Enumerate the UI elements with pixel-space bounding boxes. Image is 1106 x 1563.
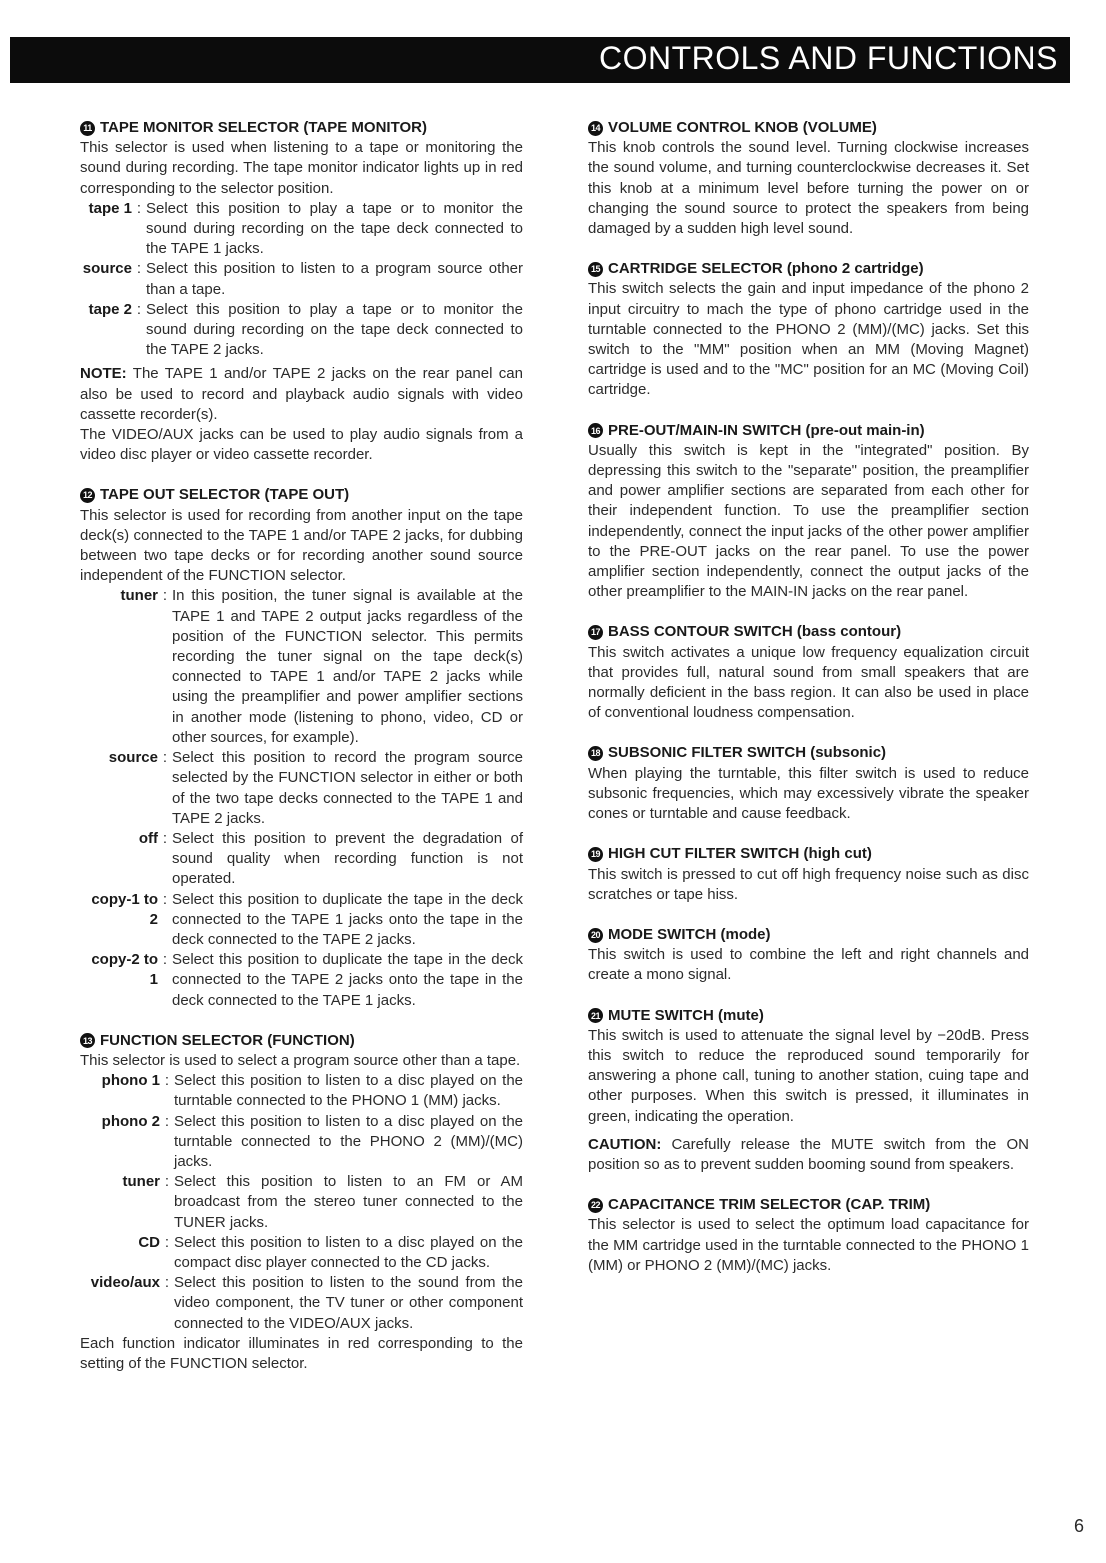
section-title [588, 1006, 1029, 1026]
option-desc: Select this position to listen to an FM or AM broadcast from the stereo tuner connected to the TUNER jacks. [174, 1173, 523, 1231]
option-row: CD : Select this position to listen to a disc played on the compact disc player connected to the CD jacks. [80, 1233, 523, 1273]
note-extra: The VIDEO/AUX jacks can be used to play audio signals from a video disc player or video cassette recorder. [80, 426, 523, 464]
section-high-cut [588, 844, 1029, 905]
section-title [588, 844, 1029, 864]
option-row: source : Select this position to record the program source selected by the FUNCTION selector in either or both of the two tape decks connected to the TAPE 1 and TAPE 2 jacks. [80, 748, 523, 829]
section-mute [588, 1006, 1029, 1176]
option-desc: Select this position to listen to a program source other than a tape. [146, 260, 523, 298]
section-title [588, 259, 1029, 279]
section-body: This switch is used to attenuate the signal level by −20dB. Press this switch to reduce the reproduced sound temporarily for answering a phone call, tuning to another station, cuing tape and other purposes. When this switch is pressed, it illuminates in green, indicating the operation. [588, 1026, 1029, 1125]
option-term: CD [138, 1233, 160, 1251]
section-body: This switch is pressed to cut off high frequency noise such as disc scratches or tape hiss. [588, 865, 1029, 903]
option-term: phono 2 [101, 1112, 160, 1130]
option-term: source [82, 260, 132, 278]
number-badge-icon: 13 [80, 1033, 95, 1048]
caution-label: CAUTION: [588, 1135, 662, 1153]
option-term: off [138, 829, 158, 847]
option-term: video/aux [90, 1274, 160, 1292]
option-desc: Select this position to prevent the degradation of sound quality when recording function is not operated. [172, 829, 523, 888]
header-bar [10, 37, 1070, 83]
section-mode [588, 925, 1029, 986]
note-label: NOTE: [80, 365, 127, 383]
page-number: 6 [1073, 1516, 1084, 1536]
option-term: tuner [120, 587, 158, 605]
option-row: off : Select this position to prevent the degradation of sound quality when recording function is not operated. [80, 829, 523, 890]
section-intro: This selector is used to select a program source other than a tape. [80, 1051, 521, 1069]
option-desc: Select this position to duplicate the tape in the deck connected to the TAPE 2 jacks onto the tape in the deck connected to the TAPE 1 jacks. [172, 951, 523, 1009]
option-row: tape 1 : Select this position to play a tape or to monitor the sound during recording on the tape deck connected to the TAPE 1 jacks. [80, 199, 523, 260]
option-row: tuner : Select this position to listen to an FM or AM broadcast from the stereo tuner connected to the TUNER jacks. [80, 1172, 523, 1233]
note [80, 364, 523, 425]
title-text: PRE-OUT/MAIN-IN SWITCH (pre-out main-in) [608, 421, 925, 439]
title-text: FUNCTION SELECTOR (FUNCTION) [100, 1031, 355, 1049]
title-text: TAPE MONITOR SELECTOR (TAPE MONITOR) [100, 119, 427, 136]
option-term: source [108, 749, 158, 767]
section-subsonic [588, 743, 1029, 824]
section-title [588, 925, 1029, 945]
left-column [80, 118, 523, 1394]
page-title: CONTROLS AND FUNCTIONS [598, 40, 1058, 76]
number-badge-icon: 14 [588, 121, 603, 136]
option-row: copy-1 to 2 : Select this position to duplicate the tape in the deck connected to the TAPE 1 jacks onto the tape in the deck connected to the TAPE 2 jacks. [80, 890, 523, 951]
section-body: This switch selects the gain and input impedance of the phono 2 input circuitry to mach the type of phono cartridge used in the turntable connected to the PHONO 2 (MM)/(MC) jacks. Set this switch to the "MM" position when an MM (Moving Magnet) cartridge is used and to the "MC" position for an MC (Moving Coil) cartridge. [588, 280, 1029, 399]
title-text: BASS CONTOUR SWITCH (bass contour) [608, 623, 902, 641]
section-title [588, 743, 1029, 763]
section-cap-trim [588, 1195, 1029, 1276]
option-term: tuner [122, 1173, 160, 1191]
title-text: MODE SWITCH (mode) [608, 925, 771, 943]
option-desc: Select this position to play a tape or to monitor the sound during recording on the tape deck connected to the TAPE 1 jacks. [146, 199, 523, 258]
option-row: phono 1 : Select this position to listen to a disc played on the turntable connected to the PHONO 1 (MM) jacks. [80, 1071, 523, 1111]
section-intro: This selector is used for recording from another input on the tape deck(s) connected to the TAPE 1 and/or TAPE 2 jacks, for dubbing between two tape decks or for recording another sound source independent of the FUNCTION selector. [80, 506, 523, 585]
caution-text: Carefully release the MUTE switch from the ON position so as to prevent sudden booming sound from speakers. [588, 1135, 1030, 1173]
note-text: The TAPE 1 and/or TAPE 2 jacks on the rear panel can also be used to record and playback audio signals with video cassette recorder(s). [80, 365, 523, 423]
section-title [588, 622, 1029, 642]
caution [588, 1135, 1029, 1175]
number-badge-icon: 18 [588, 746, 603, 761]
section-body: This knob controls the sound level. Turning clockwise increases the sound volume, and turning counterclockwise decreases it. Set this knob at a minimum level before turning the power on or changing the sound source to protect the speakers from being damaged by a sudden high level sound. [588, 139, 1029, 238]
option-row: phono 2 : Select this position to listen to a disc played on the turntable connected to the PHONO 2 (MM)/(MC) jacks. [80, 1112, 523, 1173]
number-badge-icon: 11 [80, 121, 95, 136]
right-column [588, 118, 1029, 1296]
section-function [80, 1031, 523, 1374]
title-text: CARTRIDGE SELECTOR (phono 2 cartridge) [608, 260, 924, 278]
option-row: tape 2 : Select this position to play a tape or to monitor the sound during recording on the tape deck connected to the TAPE 2 jacks. [80, 300, 523, 361]
option-row: copy-2 to 1 : Select this position to duplicate the tape in the deck connected to the TAPE 2 jacks onto the tape in the deck connected to the TAPE 1 jacks. [80, 950, 523, 1011]
section-tape-out [80, 485, 523, 1010]
section-tape-monitor [80, 118, 523, 465]
title-text: VOLUME CONTROL KNOB (VOLUME) [608, 119, 877, 136]
option-term: tape 1 [88, 199, 132, 217]
number-badge-icon: 20 [588, 928, 603, 943]
section-title [588, 1195, 1029, 1215]
option-desc: Select this position to listen to the sound from the video component, the TV tuner or other component connected to the VIDEO/AUX jacks. [174, 1274, 523, 1332]
option-term: phono 1 [101, 1072, 160, 1090]
section-body: When playing the turntable, this filter switch is used to reduce subsonic frequencies, which may excessively vibrate the speaker cones or turntable and cause feedback. [588, 764, 1029, 823]
option-row: tuner : In this position, the tuner signal is available at the TAPE 1 and TAPE 2 output jacks regardless of the position of the FUNCTION selector. This permits recording the tuner signal on the tape deck(s) connected to TAPE 1 and/or TAPE 2 jacks while using the preamplifier and power amplifier sections in another mode (listening to phono, video, CD or other sources, for example). [80, 586, 523, 748]
title-text: HIGH CUT FILTER SWITCH (high cut) [608, 845, 872, 863]
section-pre-out-main-in [588, 421, 1029, 603]
section-bass-contour [588, 622, 1029, 723]
section-title [588, 118, 1029, 138]
section-body: This switch activates a unique low frequency equalization circuit that provides full, natural sound from small speakers that are normally deficient in the bass region. It can also be used in place of conventional loudness compensation. [588, 643, 1029, 722]
option-row: source : Select this position to listen to a program source other than a tape. [80, 259, 523, 299]
option-term: copy-1 to 2 [91, 890, 158, 928]
number-badge-icon: 16 [588, 423, 603, 438]
title-text: SUBSONIC FILTER SWITCH (subsonic) [608, 744, 887, 762]
section-title [588, 421, 1029, 441]
option-desc: Select this position to duplicate the tape in the deck connected to the TAPE 1 jacks onto the tape in the deck connected to the TAPE 2 jacks. [172, 890, 523, 948]
section-body: This switch is used to combine the left and right channels and create a mono signal. [588, 946, 1029, 984]
section-title [80, 118, 523, 138]
option-term: tape 2 [88, 300, 132, 318]
option-desc: Select this position to play a tape or to monitor the sound during recording on the tape deck connected to the TAPE 2 jacks. [146, 300, 523, 359]
number-badge-icon: 21 [588, 1008, 603, 1023]
section-footer: Each function indicator illuminates in red corresponding to the setting of the FUNCTION selector. [80, 1334, 523, 1372]
number-badge-icon: 19 [588, 847, 603, 862]
section-volume [588, 118, 1029, 239]
title-text: MUTE SWITCH (mute) [608, 1006, 764, 1024]
option-desc: Select this position to listen to a disc played on the turntable connected to the PHONO 2 (MM)/(MC) jacks. [174, 1112, 523, 1170]
section-title [80, 485, 523, 505]
option-row: video/aux : Select this position to listen to the sound from the video component, the TV tuner or other component connected to the VIDEO/AUX jacks. [80, 1273, 523, 1334]
section-title [80, 1031, 523, 1051]
option-term: copy-2 to 1 [91, 951, 158, 989]
section-intro: This selector is used when listening to a tape or monitoring the sound during recording. The tape monitor indicator lights up in red corresponding to the selector position. [80, 139, 523, 197]
section-cartridge [588, 259, 1029, 400]
number-badge-icon: 15 [588, 262, 603, 277]
option-desc: Select this position to listen to a disc played on the turntable connected to the PHONO 1 (MM) jacks. [174, 1072, 523, 1110]
option-desc: Select this position to record the program source selected by the FUNCTION selector in either or both of the two tape decks connected to the TAPE 1 and TAPE 2 jacks. [172, 749, 523, 827]
title-text: CAPACITANCE TRIM SELECTOR (CAP. TRIM) [608, 1196, 931, 1214]
number-badge-icon: 17 [588, 625, 603, 640]
option-desc: In this position, the tuner signal is available at the TAPE 1 and TAPE 2 output jacks regardless of the position of the FUNCTION selector. This permits recording the tuner signal on the tape deck(s) connected to TAPE 1 and/or TAPE 2 jacks while using the preamplifier and power amplifier sections in another mode (listening to phono, video, CD or other sources, for example). [172, 587, 523, 746]
section-body: This selector is used to select the optimum load capacitance for the MM cartridge used in the turntable connected to the PHONO 1 (MM) or PHONO 2 (MM)/(MC) jacks. [588, 1216, 1029, 1274]
number-badge-icon: 12 [80, 488, 95, 503]
number-badge-icon: 22 [588, 1198, 603, 1213]
title-text: TAPE OUT SELECTOR (TAPE OUT) [100, 486, 350, 504]
option-desc: Select this position to listen to a disc played on the compact disc player connected to the CD jacks. [174, 1233, 523, 1271]
section-body: Usually this switch is kept in the "integrated" position. By depressing this switch to the "separate" position, the preamplifier and power amplifier sections are separated from each other for their independent function. To use the preamplifier section independently, connect the input jacks of the other power amplifier to the PRE-OUT jacks on the rear panel. To use the power amplifier section independently, connect the output jacks of the other preamplifier to the MAIN-IN jacks on the rear panel. [588, 441, 1029, 601]
